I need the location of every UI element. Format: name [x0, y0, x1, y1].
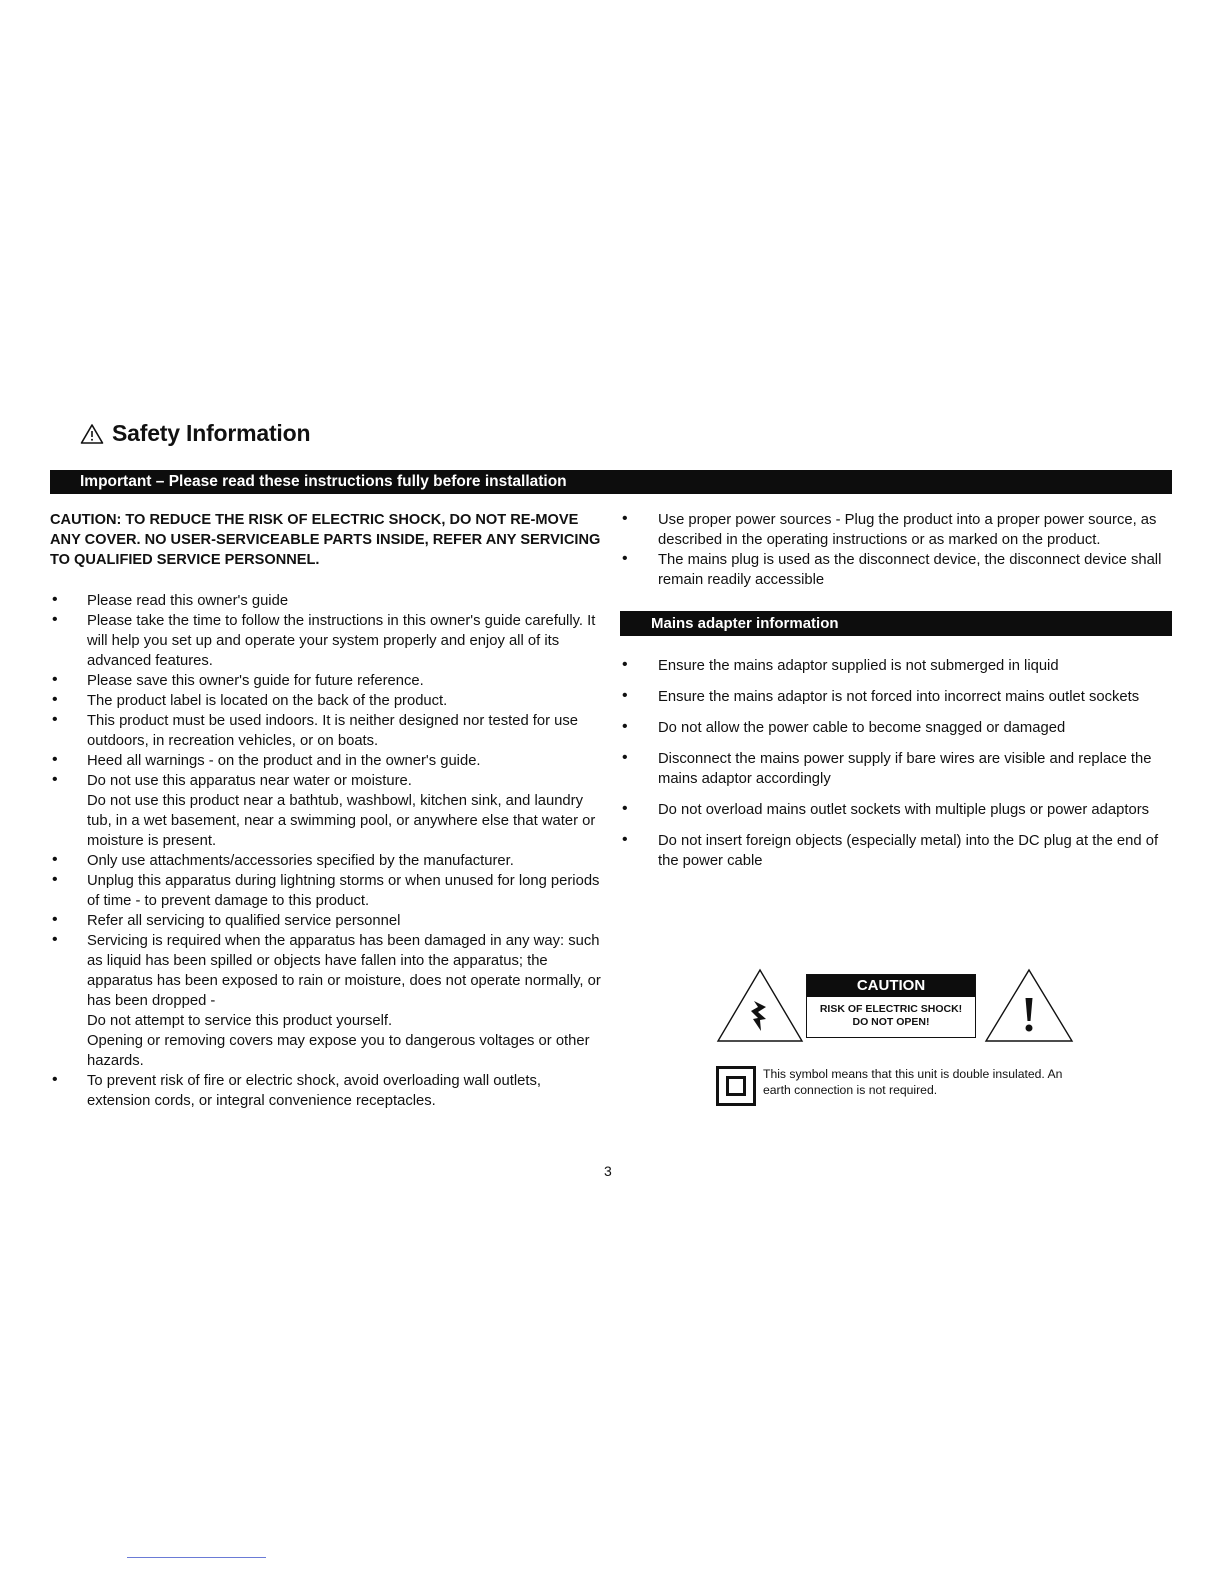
list-item: • Do not allow the power cable to become snagged or damaged	[620, 718, 1172, 738]
list-item: • Heed all warnings - on the product and in the owner's guide.	[50, 751, 605, 771]
safety-list	[50, 591, 605, 1111]
list-item: • Do not insert foreign objects (especially metal) into the DC plug at the end of the power cable	[620, 831, 1172, 871]
section-title	[80, 420, 310, 447]
list-item: • This product must be used indoors. It is neither designed nor tested for use outdoors, in recreation vehicles, or on boats.	[50, 711, 605, 751]
list-item: • Refer all servicing to qualified service personnel	[50, 911, 605, 931]
caution-statement: CAUTION: TO REDUCE THE RISK OF ELECTRIC SHOCK, DO NOT RE-MOVE ANY COVER. NO USER-SERVICEABLE PARTS INSIDE, REFER ANY SERVICING TO QUALIFIED SERVICE PERSONNEL.	[50, 512, 601, 568]
list-item: • Use proper power sources - Plug the product into a proper power source, as described in the operating instructions or as marked on the product.	[620, 510, 1172, 550]
electric-shock-warning-label	[716, 968, 1074, 1046]
footer-divider	[127, 1557, 266, 1558]
list-item: • Unplug this apparatus during lightning storms or when unused for long periods of time - to prevent damage to this product.	[50, 871, 605, 911]
double-insulation-icon	[716, 1066, 756, 1106]
important-header-text: Important – Please read these instructions fully before installation	[80, 473, 567, 490]
double-insulation-text: This symbol means that this unit is double insulated. An earth connection is not required.	[763, 1067, 1063, 1097]
exclamation-triangle-icon	[984, 968, 1074, 1044]
list-item: • Please take the time to follow the instructions in this owner's guide carefully. It will help you set up and operate your system properly and enjoy all of its advanced features.	[50, 611, 605, 671]
list-item: • Disconnect the mains power supply if bare wires are visible and replace the mains adaptor accordingly	[620, 749, 1172, 789]
list-item: • Please save this owner's guide for future reference.	[50, 671, 605, 691]
list-item: • Ensure the mains adaptor supplied is not submerged in liquid	[620, 656, 1172, 676]
power-list	[620, 510, 1172, 590]
caution-line-1: RISK OF ELECTRIC SHOCK!	[819, 1003, 963, 1015]
list-item: • Ensure the mains adaptor is not forced into incorrect mains outlet sockets	[620, 687, 1172, 707]
adapter-list	[620, 656, 1172, 871]
list-item: • To prevent risk of fire or electric shock, avoid overloading wall outlets, extension cords, or integral convenience receptacles.	[50, 1071, 605, 1111]
caution-line-2: DO NOT OPEN!	[852, 1016, 930, 1028]
double-insulation-note	[716, 1066, 1073, 1106]
left-column	[50, 510, 605, 1111]
list-item: • The mains plug is used as the disconnect device, the disconnect device shall remain readily accessible	[620, 550, 1172, 590]
list-item: • Only use attachments/accessories specified by the manufacturer.	[50, 851, 605, 871]
lightning-triangle-icon	[716, 968, 804, 1044]
caution-box	[806, 974, 976, 1038]
caution-subtext	[807, 1003, 975, 1029]
list-item: • The product label is located on the back of the product.	[50, 691, 605, 711]
list-item: • Do not use this apparatus near water or moisture. Do not use this product near a bathtub, washbowl, kitchen sink, and laundry tub, in a wet basement, near a swimming pool, or anywhere else that water or moisture is present.	[50, 771, 605, 851]
mains-adapter-header-bar	[620, 611, 1172, 636]
page-number: 3	[604, 1163, 612, 1179]
list-item: • Servicing is required when the apparatus has been damaged in any way: such as liquid has been spilled or objects have fallen into the apparatus; the apparatus has been exposed to rain or moisture, does not operate normally, or has been dropped - Do not attempt to service this product yourself. Opening or removing covers may expose you to dangerous voltages or other hazards.	[50, 931, 605, 1071]
mains-adapter-header-text: Mains adapter information	[651, 615, 839, 632]
list-item: • Please read this owner's guide	[50, 591, 605, 611]
right-column	[620, 510, 1172, 882]
page-title: Safety Information	[112, 420, 311, 446]
warning-triangle-icon	[80, 423, 104, 445]
important-header-bar	[50, 470, 1172, 494]
list-item: • Do not overload mains outlet sockets with multiple plugs or power adaptors	[620, 800, 1172, 820]
caution-heading: CAUTION	[807, 975, 975, 997]
